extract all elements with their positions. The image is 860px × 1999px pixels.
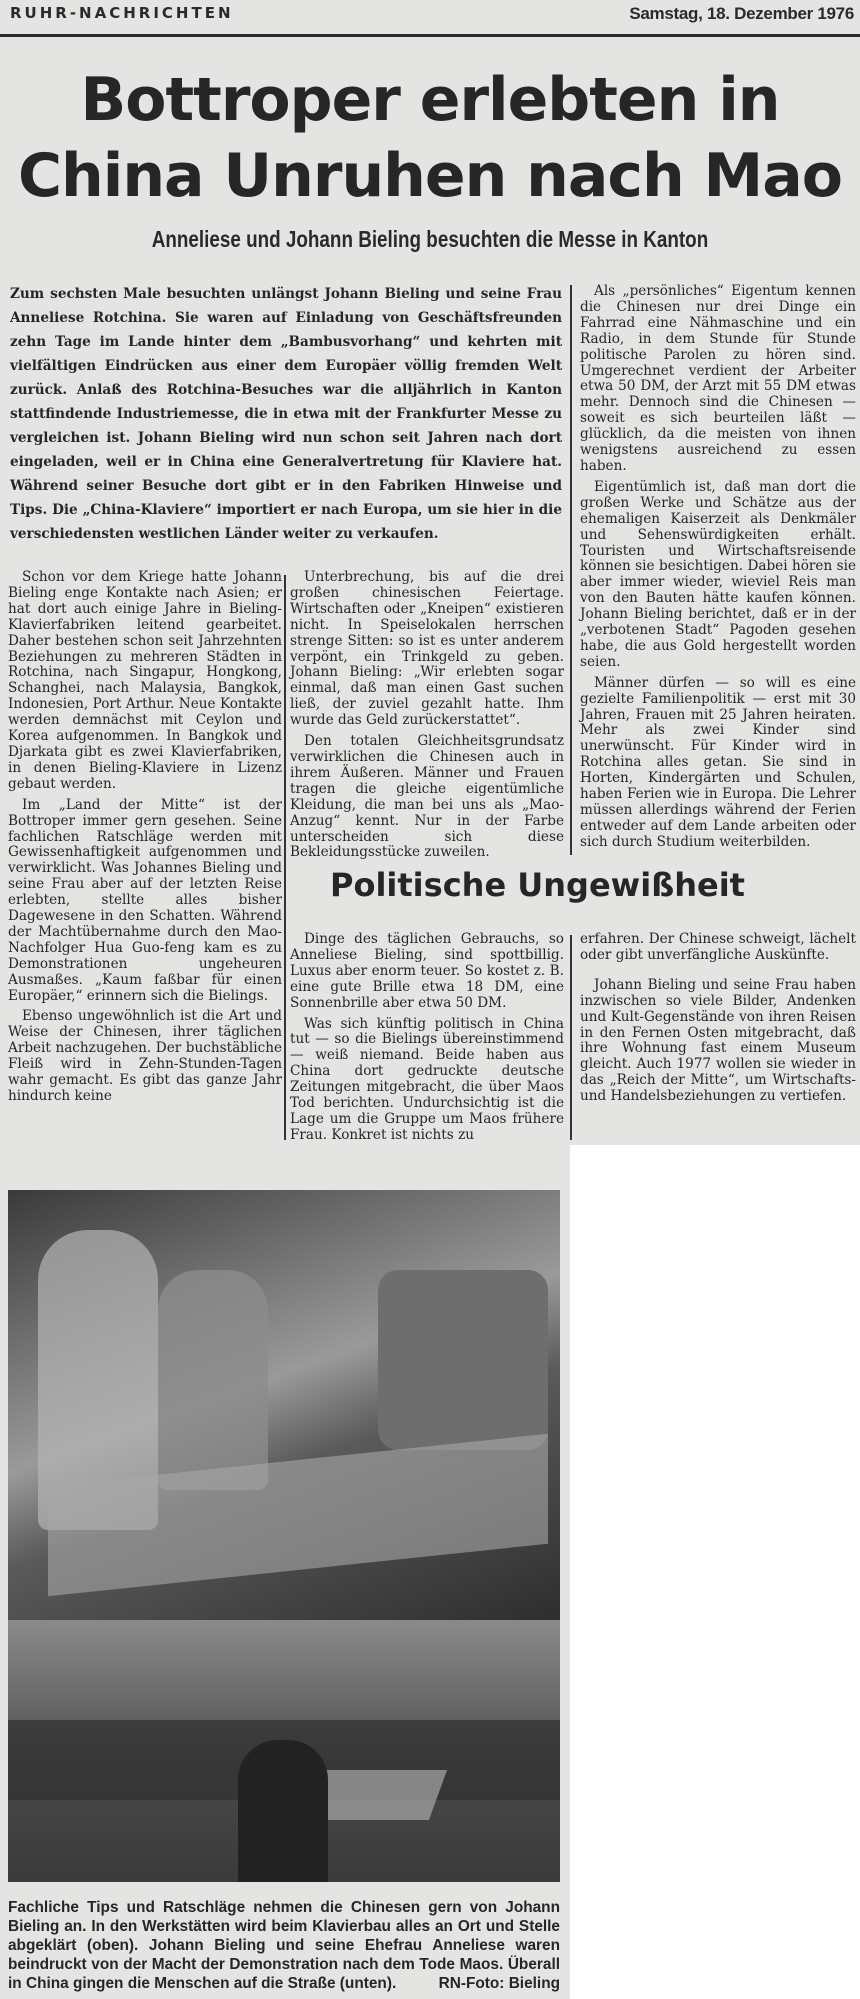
- photo-demonstration: [8, 1620, 560, 1882]
- photo-machine: [378, 1270, 548, 1450]
- masthead: RUHR-NACHRICHTEN: [10, 4, 234, 22]
- issue-date: Samstag, 18. Dezember 1976: [629, 4, 854, 23]
- paragraph: Unterbrechung, bis auf die drei großen chinesischen Feiertage. Wirtschaften oder „Kneipen“ existieren nicht. In Speiselokalen herrschen strenge Sitten: so ist es unter anderem verpönt, ein Trinkgeld zu geben. Johann Bieling: „Wir erlebten sogar einmal, daß man einen Gast suchen ließ, der zuviel gezahlt hatte. Ihm wurde das Geld zurückerstattet“.: [290, 569, 564, 729]
- column-1: [8, 570, 282, 1105]
- paragraph: Ebenso ungewöhnlich ist die Art und Weise der Chinesen, ihrer täglichen Arbeit nachzugehen. Der buchstäbliche Fleiß wird in Zehn-Stunden-Tagen wahr gemacht. Es gibt das ganze Jahr hindurch keine: [8, 1008, 282, 1104]
- paragraph: Schon vor dem Kriege hatte Johann Bieling enge Kontakte nach Asien; er hat dort auch einige Jahre in Bieling-Klavierfabriken leitend gearbeitet. Daher bestehen schon seit Jahrzehnten Beziehungen zu mehreren Städten in Rotchina, nach Singapur, Hongkong, Schanghei, nach Malaysia, Bangkok, Indonesien, Port Arthur. Neue Kontakte werden demnächst mit Ceylon und Korea aufgenommen. In Bangkok und Djarkata gibt es zwei Klavierfabriken, in denen Bieling-Klaviere in Lizenz gebaut werden.: [8, 569, 282, 792]
- headline: [0, 62, 860, 214]
- column-3-continued: [580, 932, 856, 1105]
- column-divider: [284, 575, 286, 1140]
- caption-text: Fachliche Tips und Ratschläge nehmen die Chinesen gern von Johann Bieling an. In den Werkstätten wird beim Klavierbau alles an Ort und Stelle abgeklärt (oben). Johann Bieling und seine Ehefrau Anneliese waren beindruckt von der Macht der Demonstration nach dem Tode Maos. Überall in China gingen die Menschen auf die Straße (unten).: [8, 1899, 560, 1992]
- masthead-rule: [0, 34, 860, 37]
- column-2: [290, 570, 564, 861]
- lead-paragraph: Zum sechsten Male besuchten unlängst Johann Bieling und seine Frau Anneliese Rotchina. Sie waren auf Einladung von Geschäftsfreunden zehn Tage im Lande hinter dem „Bambusvorhang“ und kehrten mit vielfältigen Eindrücken aus einer dem Europäer völlig fremden Welt zurück. Anlaß des Rotchina-Besuches war die alljährlich in Kanton stattfindende Industriemesse, die in etwa mit der Frankfurter Messe zu vergleichen ist. Johann Bieling wird nun schon seit Jahren nach dort eingeladen, weil er in China eine Generalvertretung für Klaviere hat. Während seiner Besuche dort gibt er in den Fabriken Hinweise und Tips. Die „China-Klaviere“ importiert er nach Europa, um sie hier in die verschiedensten westlichen Länder weiter zu verkaufen.: [10, 286, 562, 542]
- subtitle: Anneliese und Johann Bieling besuchten die Messe in Kanton: [151, 226, 709, 252]
- headline-line-2: China Unruhen nach Mao: [18, 141, 842, 211]
- paragraph: Eigentümlich ist, daß man dort die großen Werke und Schätze aus der ehemaligen Kaiserzeit als Denkmäler und Sehenswürdigkeiten erhält. Touristen und Wirtschaftsreisende können sie besichtigen. Dabei hören sie aber immer wieder, wieviel Reis man von den Bauten hätte kaufen können. Johann Bieling berichtet, daß er in der „verbotenen Stadt“ Pagoden gesehen habe, die aus Gold hergestellt worden seien.: [580, 478, 856, 670]
- paragraph: Als „persönliches“ Eigentum kennen die Chinesen nur drei Dinge ein Fahrrad eine Nähmaschine und ein Radio, in dem Stunde für Stunde politische Parolen zu hören sind. Umgerechnet verdient der Arbeiter etwa 50 DM, der Arzt mit 55 DM etwas mehr. Dennoch sind die Chinesen — soweit es sich beurteilen läßt — glücklich, da die meisten von ihnen wenigstens ausreichend zu essen haben.: [580, 283, 856, 474]
- photo-workshop: [8, 1190, 560, 1620]
- paragraph: Männer dürfen — so will es eine gezielte Familienpolitik — erst mit 30 Jahren, Frauen mit 25 Jahren heiraten. Mehr als zwei Kinder sind unerwünscht. Für Kinder wird in Rotchina alles getan. Sie sind in Horten, Kindergärten und Schulen, haben Ferien wie in Europa. Die Lehrer müssen allerdings während der Ferien entweder auf dem Lande arbeiten oder sich durch Studium weiterbilden.: [580, 674, 856, 850]
- paragraph: erfahren. Der Chinese schweigt, lächelt oder gibt unverfängliche Auskünfte.: [580, 931, 856, 963]
- paragraph: Den totalen Gleichheitsgrundsatz verwirklichen die Chinesen auch in ihrem Äußeren. Männer und Frauen tragen die gleiche eigentümliche Kleidung, die man bei uns als „Mao-Anzug“ kennt. Nur in der Farbe unterscheiden sich diese Bekleidungsstücke zuweilen.: [290, 733, 564, 861]
- photo-credit: RN-Foto: Bieling: [438, 1975, 560, 1992]
- column-divider: [570, 935, 572, 1140]
- paragraph: Johann Bieling und seine Frau haben inzwischen so viele Bilder, Andenken und Kult-Gegenstände von ihren Reisen in den Fernen Osten mitgebracht, daß ihre Wohnung fast einem Museum gleicht. Auch 1977 wollen sie wieder in das „Reich der Mitte“, um Wirtschafts- und Handelsbeziehungen zu vertiefen.: [580, 976, 856, 1105]
- column-2-continued: [290, 932, 564, 1144]
- paragraph: Im „Land der Mitte“ ist der Bottroper immer gern gesehen. Seine fachlichen Ratschläge werden mit Gewissenhaftigkeit aufgenommen und verwirklicht. Was Johannes Bieling und seine Frau aber auf der letzten Reise erlebten, stellte alles bisher Dagewesene in den Schatten. Während der Machtübernahme durch den Mao-Nachfolger Hua Guo-feng kam es zu Demonstrationen ungeheuren Ausmaßes. „Kaum faßbar für einen Europäer,“ erinnern sich die Bielings.: [8, 796, 282, 1004]
- photo-figure: [238, 1740, 328, 1882]
- photo-caption: [8, 1898, 560, 1993]
- column-3: [580, 284, 856, 851]
- column-divider: [570, 285, 572, 855]
- section-heading: Politische Ungewißheit: [330, 866, 745, 904]
- photo-figure: [158, 1270, 268, 1490]
- paragraph: Dinge des täglichen Gebrauchs, so Anneliese Bieling, sind spottbillig. Luxus aber enorm teuer. So kostet z. B. eine gute Brille etwa 18 DM, eine Sonnenbrille aber etwa 50 DM.: [290, 931, 564, 1011]
- paragraph: Was sich künftig politisch in China tut — so die Bielings übereinstimmend — weiß niemand. Beide haben aus China dort gedruckte deutsche Zeitungen mitgebracht, die über Maos Tod berichten. Undurchsichtig ist die Lage um die Gruppe um Maos frühere Frau. Konkret ist nichts zu: [290, 1015, 564, 1143]
- headline-line-1: Bottroper erlebten in: [80, 65, 780, 135]
